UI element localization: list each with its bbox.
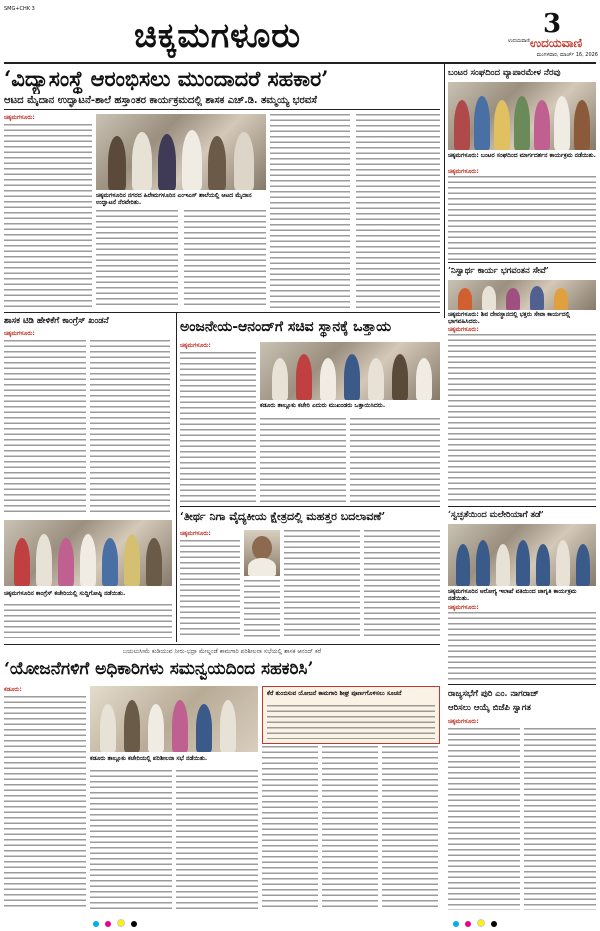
left-story-dateline: ಚಿಕ್ಕಮಗಳೂರು: — [4, 330, 35, 337]
main-text-col-1 — [4, 124, 92, 308]
brand-prefix: ಉದಯವಾಣಿ — [508, 38, 530, 44]
highlight-box-text: ಕೆರೆ ತುಂಬಿಸುವ ಯೋಜನೆ ಕಾಮಗಾರಿ ಶೀಘ್ರ ಪೂರ್ಣಗೊಳಿಸಲು ಸೂಚನೆ — [267, 690, 402, 697]
center-divider — [176, 312, 177, 642]
bottom-photo — [90, 686, 258, 752]
right-lower-text — [448, 612, 596, 680]
center-photo — [260, 342, 440, 400]
main-text-col-3 — [184, 210, 266, 308]
middle-text-1 — [180, 540, 240, 638]
main-headline: ‘ವಿದ್ಯಾಸಂಸ್ಥೆ ಆರಂಭಿಸಲು ಮುಂದಾದರೆ ಸಹಕಾರ’ — [4, 66, 329, 91]
registration-marks-right — [450, 912, 500, 931]
right-bottom-text-1 — [448, 728, 520, 910]
registration-marks-left — [90, 912, 140, 931]
right-top-text — [448, 176, 596, 260]
highlight-box-body — [267, 705, 435, 739]
middle-text-4 — [364, 530, 440, 638]
left-story-headline: ಶಾಸಕ ಟಿಡಿ ಹೇಳಿಕೆಗೆ ಕಾಂಗ್ರೆಸ್‌ ಖಂಡನೆ — [4, 316, 109, 326]
left-story-caption-text — [4, 604, 172, 638]
right-mid-text — [448, 334, 596, 504]
left-story-rule — [4, 312, 440, 313]
right-top-headline: ಬಂಟರ ಸಂಘದಿಂದ ವ್ಯಾಪಾರಮೇಳ ನೆರವು — [448, 68, 561, 78]
section-title: ಚಿಕ್ಕಮಗಳೂರು — [134, 16, 302, 56]
right-mid-caption: ಚಿಕ್ಕಮಗಳೂರು: ಶಿವ ದೇವಸ್ಥಾನದಲ್ಲಿ ಭಕ್ತರು ಸೇವಾ ಕಾರ್ಯದಲ್ಲಿ ಭಾಗವಹಿಸಿದರು. — [448, 311, 571, 325]
middle-text-3 — [284, 530, 360, 638]
right-mid-headline: ‘ನಿಸ್ವಾರ್ಥ ಕಾರ್ಯ ಭಗವಂತನ ಸೇವೆ’ — [448, 266, 549, 276]
bottom-rule — [4, 644, 440, 645]
middle-portrait — [244, 530, 280, 576]
middle-headline: ‘ತೀರ್ಥ ನಿಗಾ ವೈದ್ಯಕೀಯ ಕ್ಷೇತ್ರದಲ್ಲಿ ಮಹತ್ತರ ಬದಲಾವಣೆ’ — [180, 510, 386, 523]
bottom-text-3 — [176, 770, 258, 910]
bottom-text-4 — [262, 746, 318, 910]
middle-dateline: ಚಿಕ್ಕಮಗಳೂರು: — [180, 530, 211, 537]
left-story-text-2 — [90, 340, 170, 516]
main-text-col-2 — [96, 210, 178, 308]
bottom-text-5 — [322, 746, 378, 910]
right-lower-rule — [448, 506, 596, 507]
bottom-text-2 — [90, 770, 172, 910]
center-text-2 — [260, 418, 346, 502]
right-bottom-headline-1: ರಾಜ್ಯಸಭೆಗೆ ಪುರಿ ಎಂ. ನಾಗರಾಜ್‌ — [448, 689, 539, 699]
right-column-divider — [444, 64, 445, 318]
right-mid-rule — [448, 262, 596, 263]
right-lower-dateline: ಚಿಕ್ಕಮಗಳೂರು: — [448, 604, 479, 611]
right-bottom-dateline: ಚಿಕ್ಕಮಗಳೂರು: — [448, 718, 479, 725]
right-bottom-rule — [448, 684, 596, 685]
issue-date: ಮಂಗಳವಾರ, ಮಾರ್ಚ್ 16, 2026 — [536, 52, 598, 58]
center-dateline: ಚಿಕ್ಕಮಗಳೂರು: — [180, 342, 211, 349]
left-story-photo — [4, 520, 172, 586]
main-rule — [4, 109, 440, 110]
masthead-title-block — [134, 14, 434, 58]
highlight-box — [262, 686, 440, 744]
page-number: 3 — [543, 9, 562, 39]
middle-rule — [180, 506, 440, 507]
right-mid-dateline: ಚಿಕ್ಕಮಗಳೂರು: — [448, 326, 479, 333]
center-text-1 — [180, 352, 256, 502]
center-text-3 — [350, 418, 440, 502]
right-top-dateline: ಚಿಕ್ಕಮಗಳೂರು: — [448, 168, 479, 175]
main-dateline: ಚಿಕ್ಕಮಗಳೂರು: — [4, 114, 35, 121]
right-bottom-text-2 — [524, 728, 596, 910]
right-lower-headline: ‘ಸ್ವಚ್ಛತೆಯಿಂದ ಮಲೇರಿಯಾಗೆ ತಡೆ’ — [448, 510, 544, 520]
main-text-col-5 — [356, 114, 440, 308]
left-story-caption: ಚಿಕ್ಕಮಗಳೂರಿನ ಕಾಂಗ್ರೆಸ್‌ ಕಚೇರಿಯಲ್ಲಿ ಸುದ್ದಿಗೋಷ್ಠಿ ನಡೆಯಿತು. — [4, 590, 126, 597]
brand-logo: ಉದಯವಾಣಿ — [530, 36, 583, 50]
bottom-photo-caption: ಕಡೂರು ತಾಲ್ಲೂಕು ಕಚೇರಿಯಲ್ಲಿ ಪರಿಶೀಲನಾ ಸಭೆ ನಡೆಯಿತು. — [90, 755, 208, 762]
center-headline: ಅಂಜನೇಯ-ಆನಂದ್‌ಗೆ ಸಚಿವ ಸ್ಥಾನಕ್ಕೆ ಒತ್ತಾಯ — [180, 319, 392, 335]
right-lower-caption: ಚಿಕ್ಕಮಗಳೂರಿನ ಆರೋಗ್ಯ ಇಲಾಖೆ ವತಿಯಿಂದ ಜಾಗೃತಿ ಕಾರ್ಯಕ್ರಮ ನಡೆಯಿತು. — [448, 588, 577, 602]
right-lower-photo — [448, 524, 596, 586]
main-photo — [96, 114, 266, 190]
right-top-caption: ಚಿಕ್ಕಮಗಳೂರು: ಬಂಟರ ಸಂಘದಿಂದ ಮಾರ್ಗದರ್ಶನ ಕಾರ್ಯಕ್ರಮ ನಡೆಯಿತು. — [448, 152, 596, 159]
right-mid-photo — [448, 280, 596, 310]
bottom-headline: ‘ಯೋಜನೆಗಳಿಗೆ ಅಧಿಕಾರಿಗಳು ಸಮನ್ವಯದಿಂದ ಸಹಕರಿಸಿ’ — [4, 659, 314, 679]
main-photo-caption: ಚಿಕ್ಕಮಗಳೂರಿನ ನಗರದ ಹಿರೇಮಗಳೂರಿನ ಎಂಇಎಸ್‌ ಶಾಲೆಯಲ್ಲಿ ಆಟದ ಮೈದಾನ ಉದ್ಘಾಟನೆ ನೆರವೇರಿತು. — [96, 192, 252, 206]
bottom-kicker: ಬಯಲುಸೀಮೆ ಕುಡಿಯುವ ನೀರು-ಭದ್ರಾ ಮೇಲ್ದಂಡೆ ಕಾಮಗಾರಿ ಪರಿಶೀಲನಾ ಸಭೆಯಲ್ಲಿ ಶಾಸಕ ಆನಂದ್‌ ಕರೆ — [122, 648, 322, 655]
edition-tag: SMG+CHK 3 — [4, 6, 35, 12]
center-photo-caption: ಕಡೂರು ತಾಲ್ಲೂಕು ಕಚೇರಿ ಎದುರು ಮುಖಂಡರು ಒತ್ತಾಯಿಸಿದರು. — [260, 402, 386, 409]
main-text-col-4 — [270, 114, 350, 308]
middle-text-2 — [244, 580, 280, 638]
bottom-dateline: ಕಡೂರು: — [4, 686, 22, 693]
main-subhead: ಆಟದ ಮೈದಾನ ಉದ್ಘಾಟನೆ-ಶಾಲೆ ಹಸ್ತಾಂತರ ಕಾರ್ಯಕ್ರಮದಲ್ಲಿ ಶಾಸಕ ಎಚ್‌.ಡಿ. ತಮ್ಮಯ್ಯ ಭರವಸೆ — [4, 95, 317, 106]
right-bottom-headline-2: ಆರಿಸಲು ಆಯ್ಕೆ ಬಿಜೆಪಿ ಸ್ವಾಗತ — [448, 703, 531, 713]
bottom-text-1 — [4, 696, 86, 910]
left-story-text-1 — [4, 340, 86, 516]
bottom-text-6 — [382, 746, 438, 910]
right-top-photo — [448, 82, 596, 150]
